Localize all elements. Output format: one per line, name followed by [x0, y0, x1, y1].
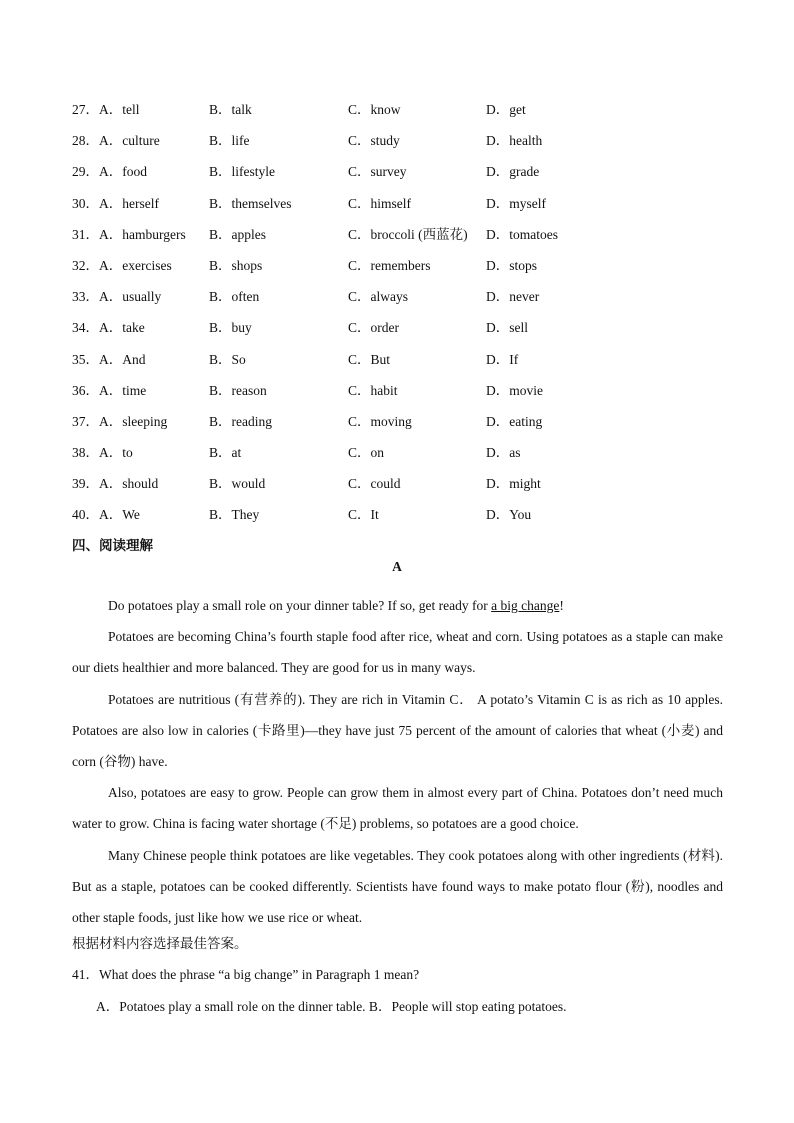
- question-number-option-a: 37．A．sleeping: [72, 413, 168, 429]
- option-b: B．So: [209, 351, 246, 367]
- option-d: D．If: [486, 351, 519, 367]
- question-number-option-a: 38．A．to: [72, 445, 133, 461]
- option-row-35: [72, 351, 732, 382]
- question-number-option-a: 39．A．should: [72, 476, 159, 492]
- question-number-option-a: 29．A．food: [72, 164, 147, 180]
- paragraph-1: [72, 590, 723, 621]
- option-d: D．sell: [486, 320, 528, 336]
- reading-passage: [72, 590, 723, 933]
- option-b: B．often: [209, 289, 260, 305]
- option-d: D．might: [486, 476, 541, 492]
- option-d: D．You: [486, 507, 532, 523]
- option-c: C．remembers: [348, 257, 431, 273]
- question-number-option-a: 27．A．tell: [72, 102, 140, 117]
- option-c: C．know: [348, 102, 401, 117]
- option-d: D．grade: [486, 164, 540, 180]
- option-b: B．lifestyle: [209, 164, 275, 180]
- option-c: C．broccoli (西蓝花): [348, 226, 468, 242]
- option-row-28: [72, 132, 732, 163]
- paragraph-2: Potatoes are becoming China’s fourth staple food after rice, wheat and corn. Using potatoes as a staple can make our diets healthier and more balanced. They are good for us in many ways.: [72, 629, 723, 676]
- option-row-33: [72, 288, 732, 319]
- question-number-option-a: 32．A．exercises: [72, 257, 172, 273]
- option-row-36: [72, 382, 732, 413]
- option-b: B．reason: [209, 382, 267, 398]
- option-b: B．themselves: [209, 195, 292, 211]
- option-c: C．could: [348, 476, 401, 492]
- paragraph-5: Many Chinese people think potatoes are like vegetables. They cook potatoes along with other ingredients (材料). But as a staple, potatoes can be cooked differently. Scientists have found ways to make potato flour (粉), noodles and other staple foods, just like how we use rice or wheat.: [72, 847, 723, 926]
- multiple-choice-options: [72, 101, 732, 538]
- question-number-option-a: 34．A．take: [72, 320, 145, 336]
- option-b: B．life: [209, 133, 250, 149]
- paragraph-3: Potatoes are nutritious (有营养的). They are rich in Vitamin C． A potato’s Vitamin C is as rich as 10 apples. Potatoes are also low in calories (卡路里)—they have just 75 percent of the amount of calories that wheat (小麦) and corn (谷物) have.: [72, 691, 723, 770]
- option-d: D．as: [486, 445, 521, 461]
- passage-title: A: [392, 559, 402, 574]
- option-c: C．moving: [348, 413, 412, 429]
- underlined-phrase: a big change: [491, 598, 560, 613]
- question-number-option-a: 31．A．hamburgers: [72, 226, 186, 242]
- option-c: C．It: [348, 507, 379, 523]
- option-b: B．would: [209, 476, 266, 492]
- option-c: C．study: [348, 133, 400, 149]
- option-d: D．stops: [486, 257, 538, 273]
- option-c: C．habit: [348, 382, 398, 398]
- question-number-option-a: 33．A．usually: [72, 289, 162, 305]
- option-d: D．health: [486, 133, 543, 149]
- question-number-option-a: 30．A．herself: [72, 195, 159, 211]
- question-number-option-a: 28．A．culture: [72, 133, 160, 149]
- option-c: C．survey: [348, 164, 407, 180]
- option-d: D．eating: [486, 413, 543, 429]
- question-41-choices: A．Potatoes play a small role on the dinner table. B．People will stop eating potatoes.: [96, 999, 567, 1014]
- option-d: D．tomatoes: [486, 226, 558, 242]
- option-b: B．talk: [209, 102, 252, 117]
- option-d: D．never: [486, 289, 540, 305]
- option-b: B．They: [209, 507, 260, 523]
- option-row-34: [72, 319, 732, 350]
- option-row-27: [72, 101, 732, 132]
- question-number-option-a: 36．A．time: [72, 382, 147, 398]
- option-row-29: [72, 163, 732, 194]
- question-number-option-a: 35．A．And: [72, 351, 146, 367]
- option-c: C．himself: [348, 195, 411, 211]
- option-b: B．at: [209, 445, 242, 461]
- option-c: C．order: [348, 320, 399, 336]
- option-c: C．But: [348, 351, 391, 367]
- paragraph-4: Also, potatoes are easy to grow. People can grow them in almost every part of China. Potatoes don’t need much water to grow. China is facing water shortage (不足) problems, so potatoes are a good choice.: [72, 785, 723, 832]
- option-row-37: [72, 413, 732, 444]
- question-number-option-a: 40．A．We: [72, 507, 140, 523]
- option-d: D．get: [486, 102, 526, 117]
- option-b: B．shops: [209, 257, 263, 273]
- option-row-38: [72, 444, 732, 475]
- option-row-31: [72, 226, 732, 257]
- option-row-30: [72, 195, 732, 226]
- question-41: 41．What does the phrase “a big change” in Paragraph 1 mean?: [72, 967, 420, 982]
- option-b: B．apples: [209, 226, 266, 242]
- option-b: B．buy: [209, 320, 252, 336]
- paragraph-1-end: !: [559, 598, 564, 613]
- option-b: B．reading: [209, 413, 272, 429]
- option-d: D．myself: [486, 195, 546, 211]
- paragraph-1-text: Do potatoes play a small role on your dinner table? If so, get ready for: [108, 598, 492, 613]
- option-c: C．on: [348, 445, 385, 461]
- option-c: C．always: [348, 289, 408, 305]
- instruction: 根据材料内容选择最佳答案。: [72, 936, 248, 951]
- option-row-32: [72, 257, 732, 288]
- option-d: D．movie: [486, 382, 543, 398]
- option-row-40: [72, 506, 732, 537]
- section-heading: 四、阅读理解: [72, 538, 153, 553]
- option-row-39: [72, 475, 732, 506]
